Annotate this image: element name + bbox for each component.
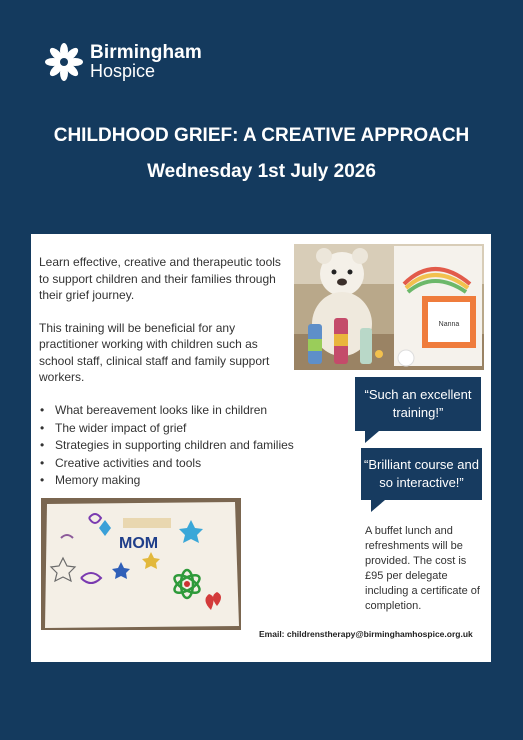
testimonial-quote-1: “Such an excellent training!” [355,377,481,431]
teddy-bear-photo [294,244,484,370]
list-item: • Creative activities and tools [39,455,339,473]
contact-email[interactable]: Email: childrenstherapy@birminghamhospice.org.uk [259,629,473,639]
intro-paragraph-1: Learn effective, creative and therapeutic tools to support children and their families through their grief journey. [39,255,281,302]
logo-wordmark [90,43,202,81]
list-item: • Memory making [39,472,339,490]
logo-line-1: Birmingham [90,42,202,63]
memory-cloth-photo [41,498,241,630]
list-item: • What bereavement looks like in children [39,402,339,420]
content-card [31,234,491,662]
intro-text [39,254,294,402]
page-title: CHILDHOOD GRIEF: A CREATIVE APPROACH [53,125,470,146]
list-item: • Strategies in supporting children and families [39,437,339,455]
buffet-info: A buffet lunch and refreshments will be provided. The cost is £95 per delegate including a certificate of completion. [365,525,480,612]
intro-paragraph-2: This training will be beneficial for any practitioner working with children such as school staff, clinical staff and family support workers. [39,320,270,384]
hospice-logo [44,42,202,82]
topics-list [39,402,339,490]
mom-photo-label: MOM [119,535,159,552]
flower-logo-icon [44,42,84,82]
testimonial-quote-2: “Brilliant course and so interactive!” [361,448,482,500]
list-item: • The wider impact of grief [39,420,339,438]
nanna-photo-label: Nanna [438,321,460,328]
logo-line-2: Hospice [90,61,156,81]
event-date: Wednesday 1st July 2026 [147,161,376,182]
